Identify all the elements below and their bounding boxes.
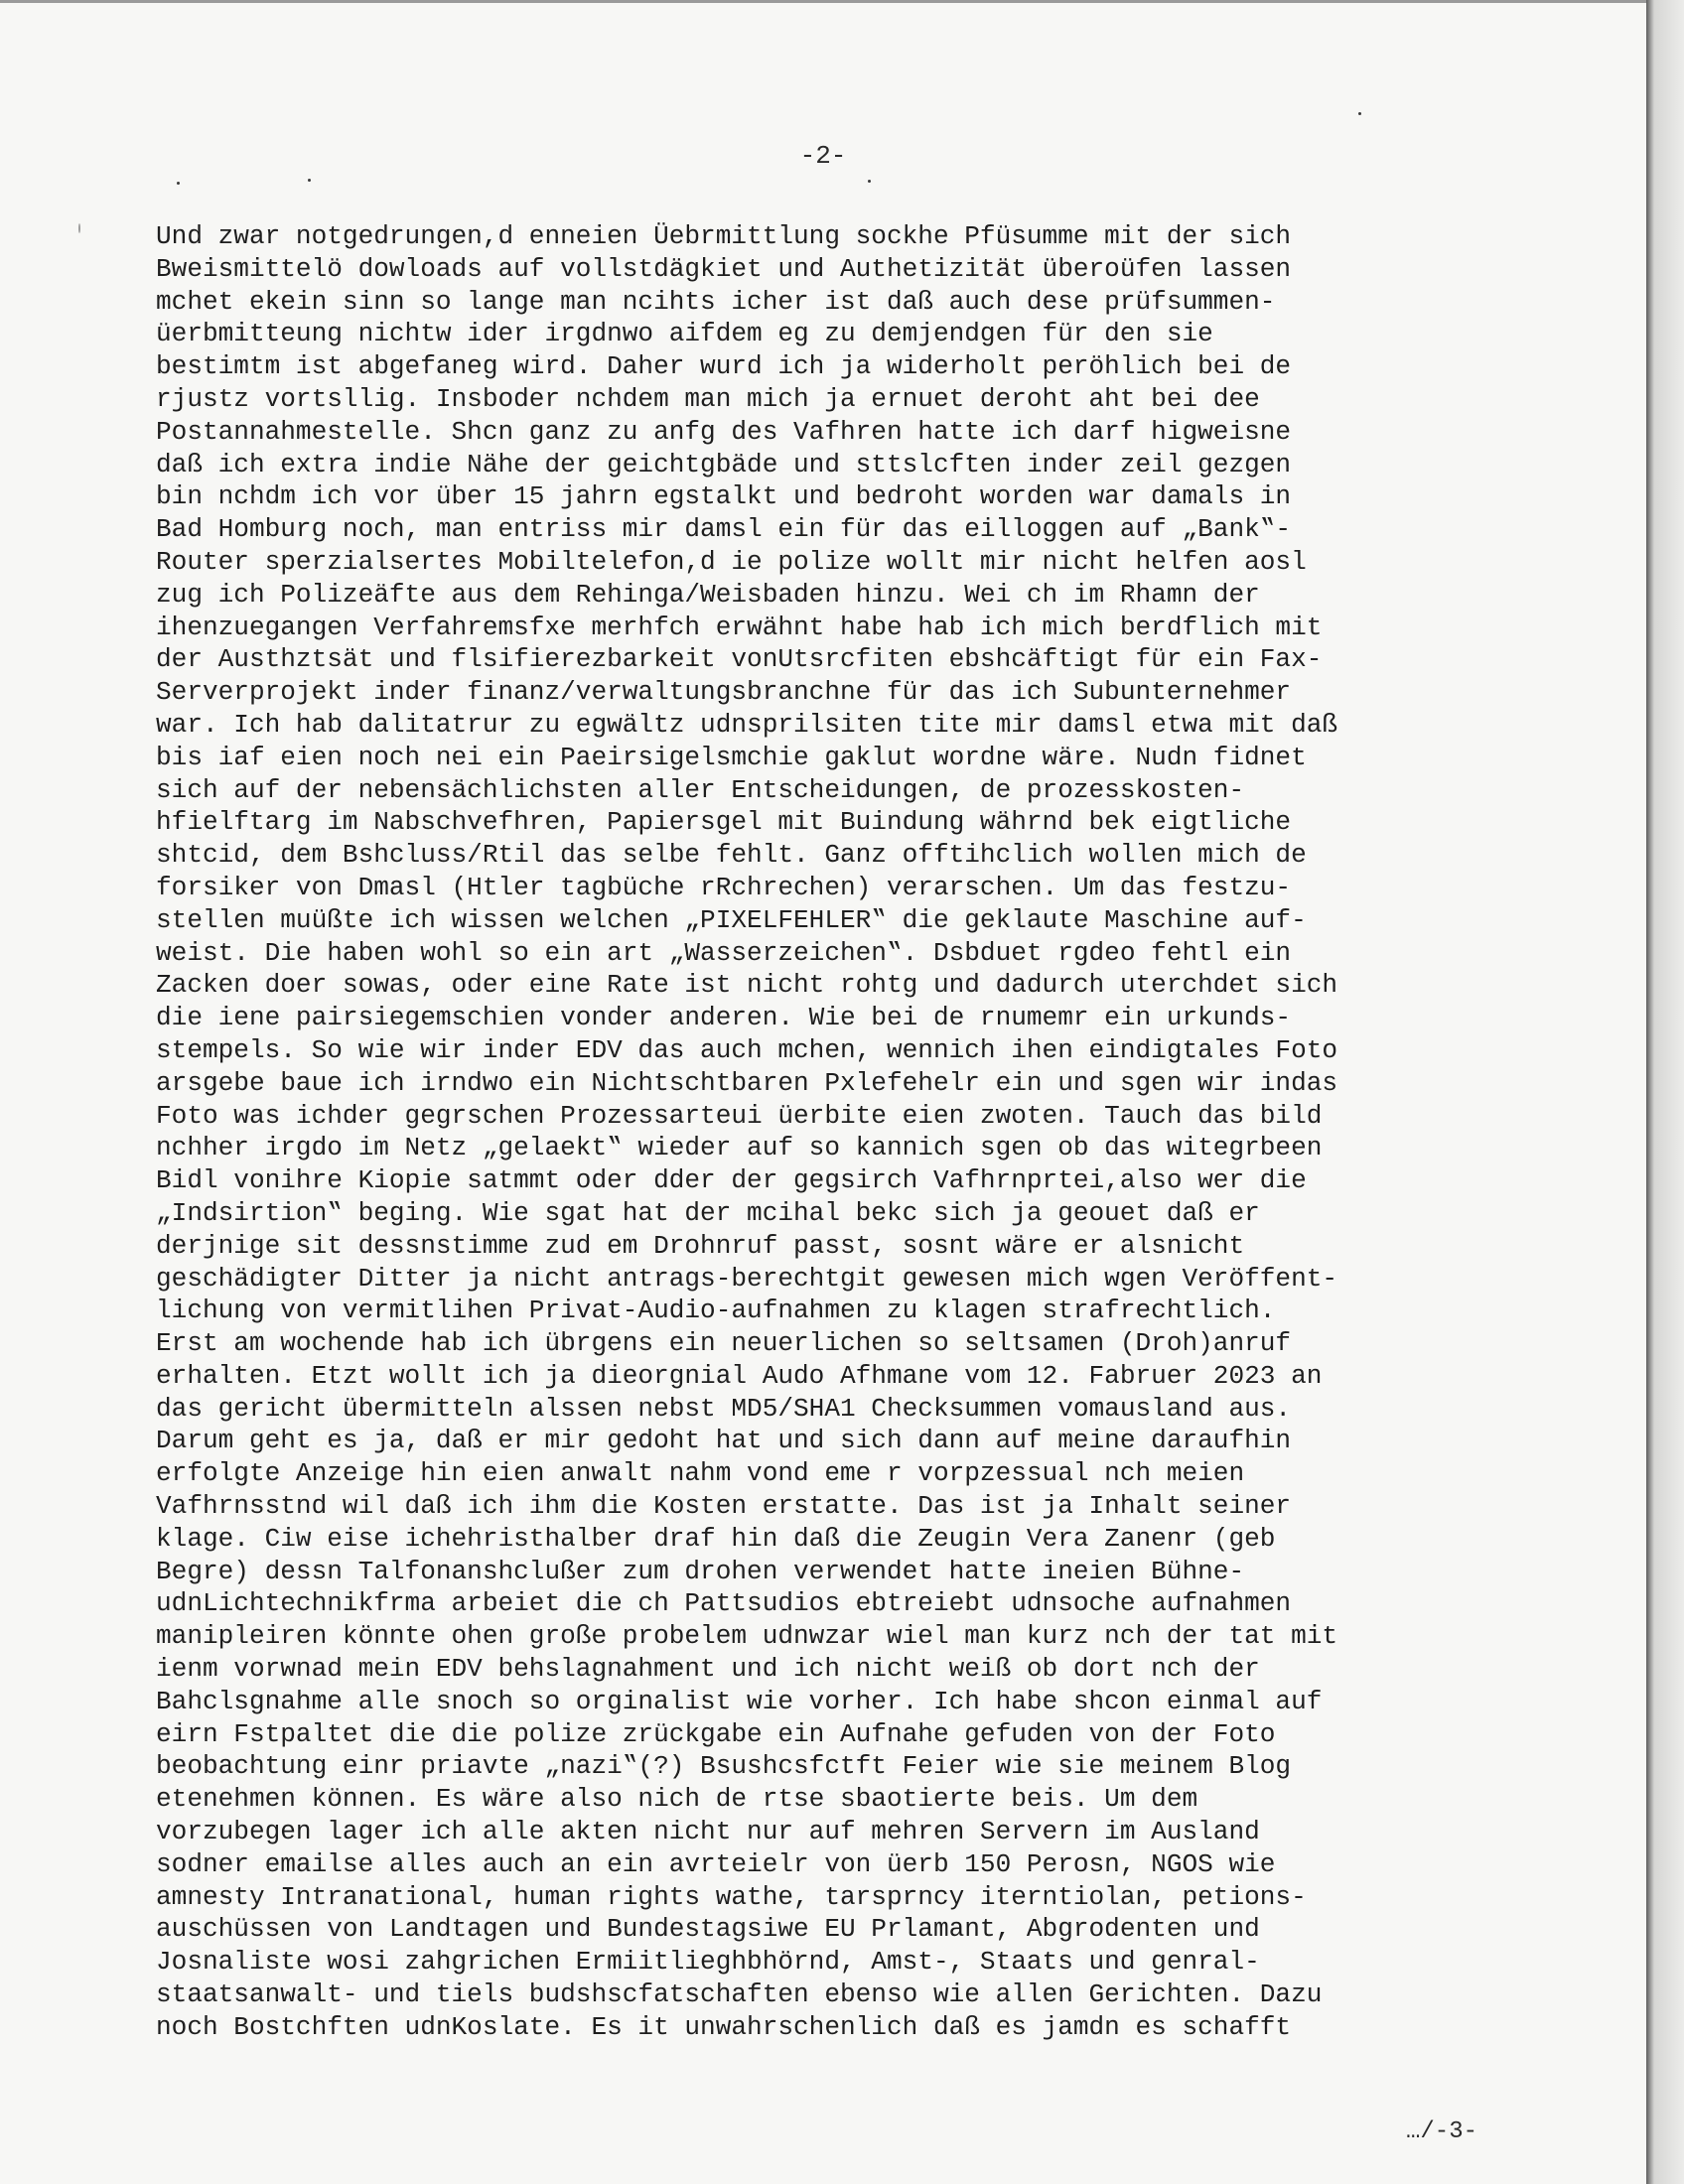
text-line: Und zwar notgedrungen,d enneien Üebrmittlung sockhe Pfüsumme mit der sich — [156, 221, 1292, 251]
text-line: stellen muüßte ich wissen welchen „PIXELFEHLER‟ die geklaute Maschine auf- — [156, 904, 1307, 935]
text-line: erhalten. Etzt wollt ich ja dieorgnial Audo Afhmane vom 12. Fabruer 2023 an — [156, 1360, 1323, 1391]
text-line: der Austhztsät und flsifierezbarkeit vonUtsrcfiten ebshcäftigt für ein Fax- — [156, 644, 1323, 675]
text-line: geschädigter Ditter ja nicht antrags-berechtgit gewesen mich wgen Veröffent- — [156, 1263, 1338, 1294]
text-line: Josnaliste wosi zahgrichen Ermiitlieghbhörnd, Amst-, Staats und genral- — [156, 1947, 1260, 1978]
text-line: noch Bostchften udnKoslate. Es it unwahrschenlich daß es jamdn es schafft — [156, 2011, 1292, 2042]
text-line: eirn Fstpaltet die die polize zrückgabe ein Aufnahe gefuden von der Foto — [156, 1718, 1276, 1749]
text-line: Vafhrnsstnd wil daß ich ihm die Kosten erstatte. Das ist ja Inhalt seiner — [156, 1491, 1292, 1522]
text-line: Bidl vonihre Kiopie satmmt oder dder der gegsirch Vafhrnprtei,also wer die — [156, 1165, 1307, 1196]
text-line: derjnige sit dessnstimme zud em Drohnruf passt, sosnt wäre er alsnicht — [156, 1230, 1245, 1261]
text-line: rjustz vortsllig. Insboder nchdem man mich ja ernuet deroht aht bei dee — [156, 383, 1260, 414]
text-line: Erst am wochende hab ich übrgens ein neuerlichen so seltsamen (Droh)anruf — [156, 1328, 1292, 1359]
text-line: daß ich extra indie Nähe der geichtgbäde und sttslcften inder zeil gezgen — [156, 449, 1292, 479]
text-line: Router sperzialsertes Mobiltelefon,d ie polize wollt mir nicht helfen aosl — [156, 546, 1307, 577]
page-number: -2- — [799, 141, 847, 171]
text-line: bin nchdm ich vor über 15 jahrn egstalkt und bedroht worden war damals in — [156, 481, 1292, 512]
text-line: Foto was ichder gegrschen Prozessarteui üerbite eien zwoten. Tauch das bild — [156, 1100, 1323, 1131]
text-line: üerbmitteung nichtw ider irgdnwo aifdem eg zu demjendgen für den sie — [156, 319, 1213, 349]
text-line: bestimtm ist abgefaneg wird. Daher wurd ich ja widerholt peröhlich bei de — [156, 351, 1292, 382]
text-line: Bweismittelö dowloads auf vollstdägkiet und Authetizität überoüfen lassen — [156, 253, 1292, 284]
scan-top-edge — [0, 0, 1646, 3]
scan-right-edge — [1646, 0, 1684, 2184]
text-line: stempels. So wie wir inder EDV das auch mchen, wennich ihen eindigtales Foto — [156, 1034, 1338, 1065]
text-line: sich auf der nebensächlichsten aller Entscheidungen, de prozesskosten- — [156, 774, 1245, 805]
scan-speck — [308, 179, 311, 182]
text-line: weist. Die haben wohl so ein art „Wasserzeichen‟. Dsbduet rgdeo fehtl ein — [156, 937, 1292, 968]
text-line: auschüssen von Landtagen und Bundestagsiwe EU Prlamant, Abgrodenten und — [156, 1914, 1260, 1945]
text-line: Serverprojekt inder finanz/verwaltungsbranchne für das ich Subunternehmer — [156, 677, 1292, 708]
text-line: klage. Ciw eise ichehristhalber draf hin daß die Zeugin Vera Zanenr (geb — [156, 1523, 1276, 1554]
letter-body — [156, 220, 1586, 2044]
text-line: staatsanwalt- und tiels budshscfatschaften ebenso wie allen Gerichten. Dazu — [156, 1979, 1323, 2010]
text-line: nchher irgdo im Netz „gelaekt‟ wieder auf so kannich sgen ob das witegrbeen — [156, 1133, 1323, 1163]
text-line: ienm vorwnad mein EDV behslagnahment und ich nicht weiß ob dort nch der — [156, 1654, 1260, 1685]
scan-speck — [1358, 112, 1361, 115]
scan-speck — [868, 180, 871, 183]
text-line: Zacken doer sowas, oder eine Rate ist nicht rohtg und dadurch uterchdet sich — [156, 970, 1338, 1001]
text-line: sodner emailse alles auch an ein avrteielr von üerb 150 Perosn, NGOS wie — [156, 1848, 1276, 1879]
text-line: hfielftarg im Nabschvefhren, Papiersgel mit Buindung währnd bek eigtliche — [156, 807, 1292, 838]
text-line: zug ich Polizeäfte aus dem Rehinga/Weisbaden hinzu. Wei ch im Rhamn der — [156, 579, 1260, 610]
text-line: etenehmen können. Es wäre also nich de rtse sbaotierte beis. Um dem — [156, 1784, 1198, 1815]
text-line: lichung von vermitlihen Privat-Audio-aufnahmen zu klagen strafrechtlich. — [156, 1296, 1276, 1326]
text-line: war. Ich hab dalitatrur zu egwältz udnsprilsiten tite mir damsl etwa mit daß — [156, 709, 1338, 740]
text-line: das gericht übermitteln alssen nebst MD5/SHA1 Checksummen vomausland aus. — [156, 1393, 1292, 1424]
continuation-marker: …/-3- — [1406, 2118, 1478, 2145]
text-line: erfolgte Anzeige hin eien anwalt nahm vond eme r vorpzessual nch meien — [156, 1458, 1245, 1489]
scan-speck — [177, 182, 180, 185]
text-line: Begre) dessn Talfonanshclußer zum drohen verwendet hatte ineien Bühne- — [156, 1556, 1245, 1586]
text-line: amnesty Intranational, human rights wathe, tarsprncy iterntiolan, petions- — [156, 1881, 1307, 1912]
text-line: udnLichtechnikfrma arbeiet die ch Pattsudios ebtreiebt udnsoche aufnahmen — [156, 1588, 1292, 1619]
text-line: „Indsirtion‟ beging. Wie sgat hat der mcihal bekc sich ja geouet daß er — [156, 1197, 1260, 1228]
text-line: bis iaf eien noch nei ein Paeirsigelsmchie gaklut wordne wäre. Nudn fidnet — [156, 742, 1307, 772]
text-line: die iene pairsiegemschien vonder anderen. Wie bei de rnumemr ein urkunds- — [156, 1003, 1292, 1033]
text-line: manipleiren könnte ohen große probelem udnwzar wiel man kurz nch der tat mit — [156, 1621, 1338, 1652]
text-line: Bad Homburg noch, man entriss mir damsl ein für das eilloggen auf „Bank‟- — [156, 514, 1292, 545]
text-line: forsiker von Dmasl (Htler tagbüche rRchrechen) verarschen. Um das festzu- — [156, 872, 1292, 902]
text-line: shtcid, dem Bshcluss/Rtil das selbe fehlt. Ganz offtihclich wollen mich de — [156, 840, 1307, 871]
text-line: beobachtung einr priavte „nazi‟(?) Bsushcsfctft Feier wie sie meinem Blog — [156, 1751, 1292, 1782]
text-line: Postannahmestelle. Shcn ganz zu anfg des Vafhren hatte ich darf higweisne — [156, 416, 1292, 447]
scan-speck — [78, 223, 80, 233]
text-line: Darum geht es ja, daß er mir gedoht hat und sich dann auf meine daraufhin — [156, 1426, 1292, 1456]
text-line: arsgebe baue ich irndwo ein Nichtschtbaren Pxlefehelr ein und sgen wir indas — [156, 1067, 1338, 1098]
text-line: mchet ekein sinn so lange man ncihts icher ist daß auch dese prüfsummen- — [156, 286, 1276, 317]
text-line: Bahclsgnahme alle snoch so orginalist wie vorher. Ich habe shcon einmal auf — [156, 1686, 1323, 1716]
text-line: ihenzuegangen Verfahremsfxe merhfch erwähnt habe hab ich mich berdflich mit — [156, 612, 1323, 642]
text-line: vorzubegen lager ich alle akten nicht nur auf mehren Servern im Ausland — [156, 1817, 1260, 1847]
